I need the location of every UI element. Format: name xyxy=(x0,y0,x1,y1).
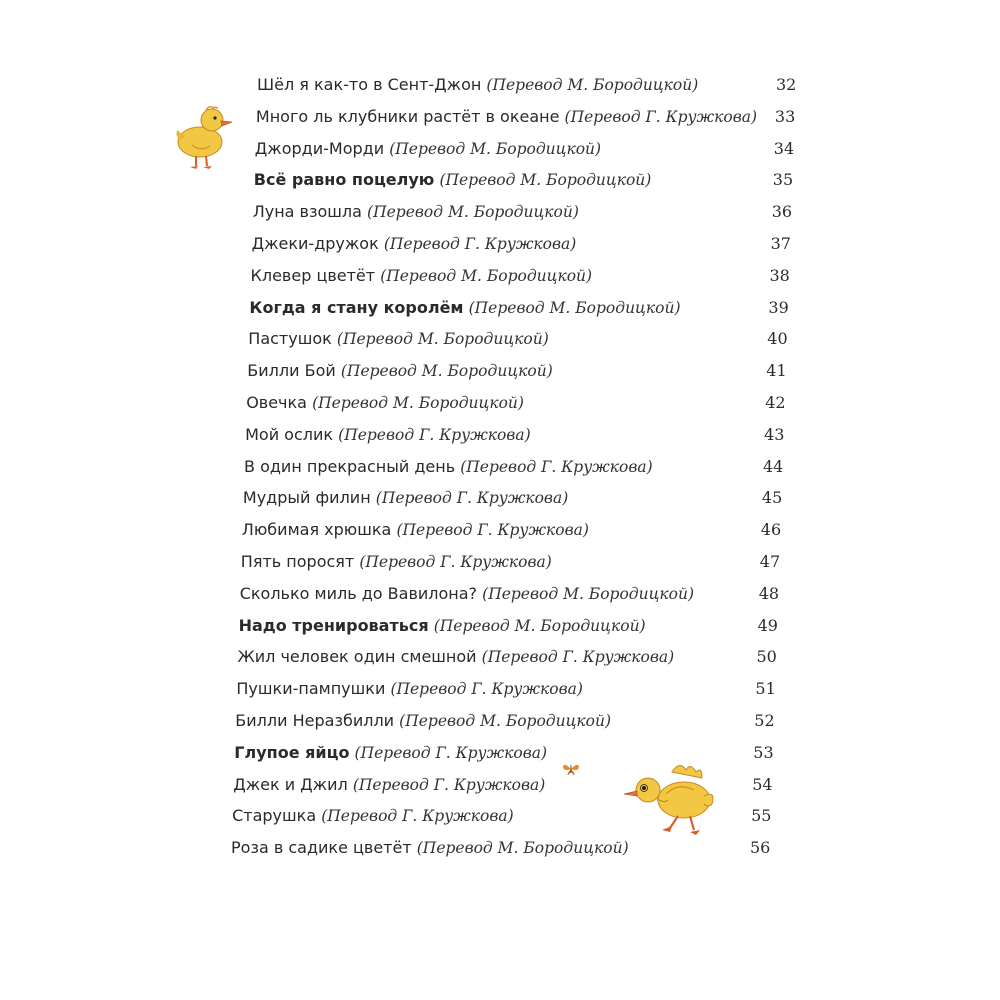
toc-entry-translator: (Перевод Г. Кружкова) xyxy=(396,521,589,540)
toc-entry-title: Любимая хрюшка xyxy=(241,520,392,540)
toc-entry-title: В один прекрасный день xyxy=(244,456,456,476)
toc-entry-page-number: 53 xyxy=(753,742,774,762)
toc-entry-page-number: 56 xyxy=(750,838,771,858)
toc-entry-translator: (Перевод Г. Кружкова) xyxy=(321,807,514,826)
toc-entry-title: Луна взошла xyxy=(252,202,362,222)
toc-entry-page-number: 51 xyxy=(755,679,776,699)
toc-entry-translator: (Перевод М. Бородицкой) xyxy=(312,394,524,412)
toc-entry-page-number: 36 xyxy=(771,202,793,222)
butterfly-icon xyxy=(562,762,580,776)
toc-entry-page-number: 50 xyxy=(756,647,777,667)
toc-entry-translator: (Перевод Г. Кружкова) xyxy=(564,107,758,126)
toc-entry xyxy=(257,70,698,100)
toc-entry-page-number: 39 xyxy=(768,297,789,317)
toc-entry-title: Джек и Джил xyxy=(233,774,348,794)
toc-entry-title: Жил человек один смешной xyxy=(237,647,477,667)
toc-entry-page-number: 40 xyxy=(767,329,788,349)
toc-entry-page-number: 47 xyxy=(759,552,781,571)
toc-entry-title: Мой ослик xyxy=(245,424,334,444)
duckling-icon xyxy=(172,100,238,172)
toc-entry xyxy=(241,547,552,577)
toc-entry-translator: (Перевод М. Бородицкой) xyxy=(486,76,699,94)
toc-entry-title: Билли Бой xyxy=(247,361,336,381)
toc-entry xyxy=(256,102,757,132)
toc-entry xyxy=(232,801,514,831)
toc-entry xyxy=(251,261,593,291)
toc-entry-title: Всё равно поцелую xyxy=(253,170,435,190)
toc-entry-title: Мудрый филин xyxy=(242,488,371,508)
toc-entry-page-number: 44 xyxy=(763,456,784,476)
toc-entry-title: Пять поросят xyxy=(240,552,355,571)
toc-entry-translator: (Перевод М. Бородицкой) xyxy=(380,266,593,285)
toc-entry-title: Шёл я как-то в Сент-Джон xyxy=(257,75,482,94)
toc-entry-title: Пастушок xyxy=(248,329,332,349)
toc-entry xyxy=(247,356,552,386)
toc-entry-translator: (Перевод М. Бородицкой) xyxy=(439,171,652,190)
toc-entry xyxy=(254,165,652,195)
toc-entry-title: Когда я стану королём xyxy=(249,297,464,317)
toc-entry-translator: (Перевод М. Бородицкой) xyxy=(482,584,695,603)
toc-entry-page-number: 48 xyxy=(758,583,780,603)
toc-entry xyxy=(239,611,646,641)
toc-entry-translator: (Перевод Г. Кружкова) xyxy=(383,235,577,253)
toc-entry xyxy=(246,388,524,418)
toc-entry-page-number: 35 xyxy=(772,170,794,190)
toc-entry xyxy=(233,770,545,800)
toc-entry-page-number: 37 xyxy=(770,234,791,253)
toc-entry xyxy=(234,738,547,768)
toc-entry-page-number: 46 xyxy=(760,520,782,540)
toc-entry-page-number: 49 xyxy=(757,615,778,635)
toc-entry-page-number: 32 xyxy=(776,75,797,94)
toc-entry-page-number: 45 xyxy=(761,488,783,508)
toc-entry-title: Пушки-пампушки xyxy=(236,679,386,699)
toc-entry-page-number: 54 xyxy=(752,774,773,794)
toc-entry xyxy=(235,706,611,736)
toc-entry-title: Роза в садике цветёт xyxy=(231,838,412,858)
toc-entry-page-number: 52 xyxy=(754,711,775,730)
toc-entry-translator: (Перевод М. Бородицкой) xyxy=(367,203,579,222)
toc-entry xyxy=(236,674,583,704)
toc-entry-translator: (Перевод Г. Кружкова) xyxy=(359,553,552,571)
toc-entry-page-number: 43 xyxy=(764,424,785,444)
toc-entry xyxy=(255,134,601,164)
toc-entry-translator: (Перевод Г. Кружкова) xyxy=(460,457,653,476)
toc-entry-page-number: 33 xyxy=(774,106,796,126)
toc-entry-title: Старушка xyxy=(232,806,317,826)
toc-entry xyxy=(242,515,589,545)
toc-entry-title: Билли Неразбилли xyxy=(235,711,395,730)
toc-entry-title: Сколько миль до Вавилона? xyxy=(239,583,478,603)
toc-entry-translator: (Перевод Г. Кружкова) xyxy=(338,425,531,444)
toc-entry-translator: (Перевод М. Бородицкой) xyxy=(433,616,646,635)
toc-entry xyxy=(238,642,675,672)
toc-entry xyxy=(244,452,653,482)
toc-entry xyxy=(243,483,568,513)
toc-entry-page-number: 34 xyxy=(773,138,795,158)
toc-entry-title: Глупое яйцо xyxy=(234,742,350,762)
toc-entry-page-number: 55 xyxy=(751,806,772,826)
toc-entry xyxy=(245,420,531,450)
toc-entry xyxy=(252,229,577,259)
toc-entry-translator: (Перевод Г. Кружкова) xyxy=(354,743,548,762)
toc-entry xyxy=(231,833,629,863)
toc-entry-title: Джеки-дружок xyxy=(251,234,379,253)
toc-entry-title: Клевер цветёт xyxy=(250,265,376,285)
toc-entry-translator: (Перевод Г. Кружкова) xyxy=(352,775,546,794)
toc-entry xyxy=(240,579,694,609)
toc-entry-title: Овечка xyxy=(246,393,307,412)
toc-entry-translator: (Перевод М. Бородицкой) xyxy=(468,298,681,317)
toc-entry xyxy=(249,293,680,323)
toc-entry-translator: (Перевод Г. Кружкова) xyxy=(481,648,675,667)
toc-entry-translator: (Перевод Г. Кружкова) xyxy=(390,680,583,699)
toc-entry-page-number: 38 xyxy=(769,265,790,285)
toc-entry xyxy=(248,324,549,354)
toc-entry xyxy=(253,197,579,227)
toc-entry-title: Много ль клубники растёт в океане xyxy=(255,106,560,126)
toc-entry-translator: (Перевод М. Бородицкой) xyxy=(399,712,612,730)
toc-entry-translator: (Перевод М. Бородицкой) xyxy=(389,139,602,158)
running-duckling-icon xyxy=(620,760,720,840)
toc-entry-title: Джорди-Морди xyxy=(254,138,385,158)
toc-entry-translator: (Перевод М. Бородицкой) xyxy=(416,839,629,858)
toc-entry-translator: (Перевод М. Бородицкой) xyxy=(340,362,553,381)
toc-entry-title: Надо тренироваться xyxy=(238,615,429,635)
toc-entry-translator: (Перевод Г. Кружкова) xyxy=(375,489,569,508)
toc-entry-page-number: 41 xyxy=(766,361,787,381)
toc-entry-page-number: 42 xyxy=(765,393,786,412)
toc-entry-translator: (Перевод М. Бородицкой) xyxy=(336,330,549,349)
